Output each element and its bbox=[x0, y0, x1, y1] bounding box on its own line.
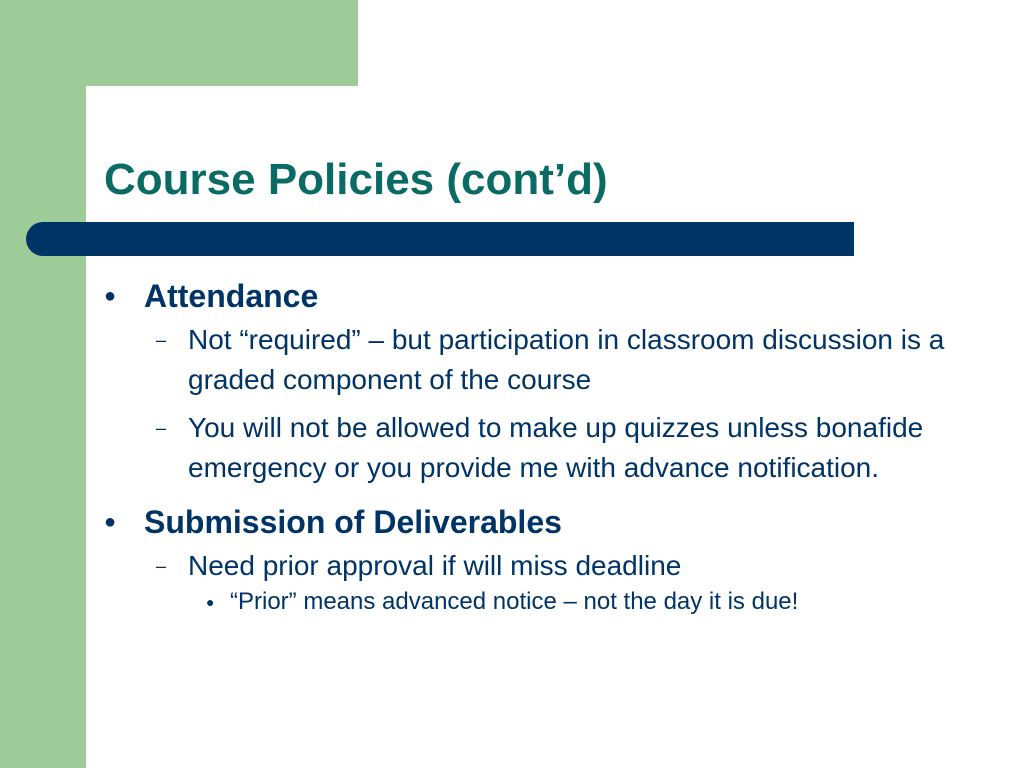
bullet-dot-icon: ● bbox=[104, 285, 117, 307]
bullet-dot-icon: ● bbox=[206, 594, 215, 610]
sub-item-text: Not “required” – but participation in classroom discussion is a graded component of the course bbox=[188, 324, 945, 395]
sub-item-text: You will not be allowed to make up quizzes unless bonafide emergency or you provide me with advance notification. bbox=[188, 412, 924, 483]
slide-title: Course Policies (cont’d) bbox=[104, 155, 608, 204]
sub-item bbox=[156, 320, 1004, 400]
dash-icon: – bbox=[156, 418, 167, 438]
bullet-label: Submission of Deliverables bbox=[144, 504, 562, 540]
sub-sub-item-text: “Prior” means advanced notice – not the day it is due! bbox=[230, 588, 799, 615]
dash-icon: – bbox=[156, 330, 167, 350]
bullet-dot-icon: ● bbox=[104, 511, 117, 533]
sub-item-text: Need prior approval if will miss deadline bbox=[188, 550, 682, 581]
sub-item bbox=[156, 546, 1004, 586]
dash-icon: – bbox=[156, 556, 167, 576]
decorative-green-block bbox=[0, 0, 358, 86]
bullet-label: Attendance bbox=[144, 278, 319, 314]
sub-item bbox=[156, 408, 1004, 488]
slide-content bbox=[104, 272, 1004, 618]
decorative-green-band bbox=[0, 0, 86, 768]
title-underline-bar bbox=[26, 222, 854, 256]
content-panel-top bbox=[120, 86, 1024, 126]
bullet-item-submission bbox=[104, 498, 1004, 546]
sub-sub-item bbox=[206, 586, 1004, 618]
bullet-item-attendance bbox=[104, 272, 1004, 320]
